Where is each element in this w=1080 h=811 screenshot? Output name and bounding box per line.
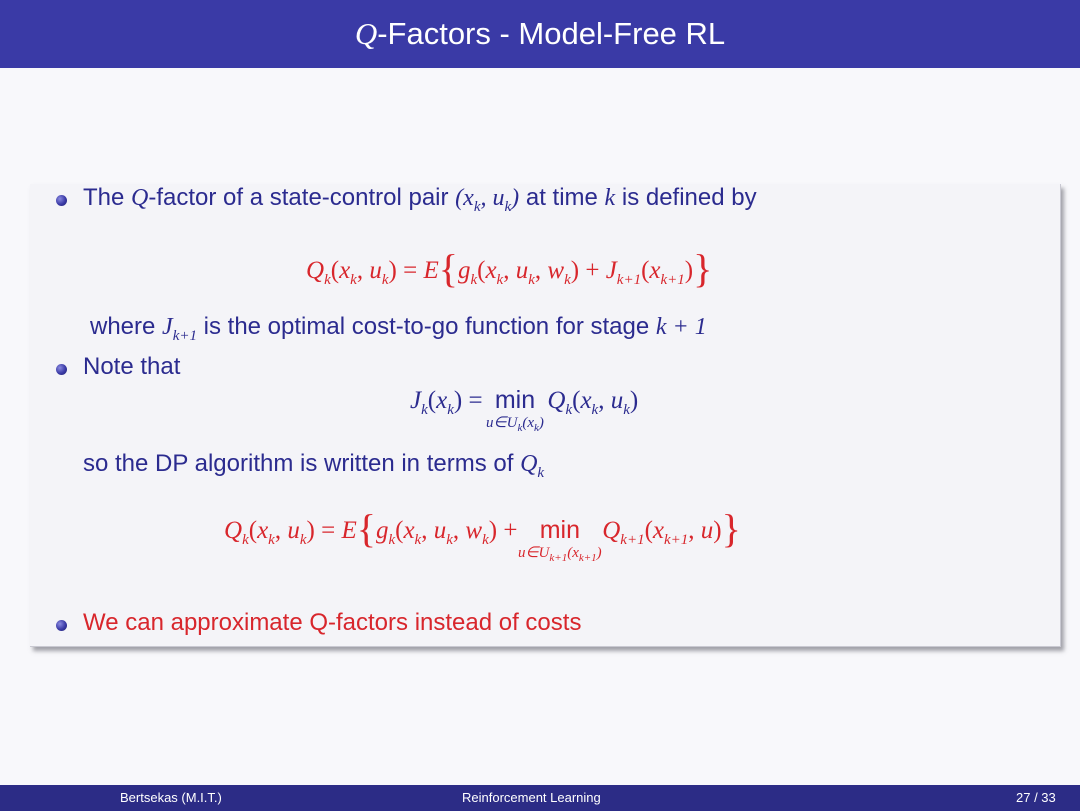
bullet-icon: [56, 620, 67, 631]
title-text: -Factors - Model-Free RL: [377, 16, 726, 51]
bullet-2-text: Note that: [83, 353, 181, 380]
q-factor-definition-equation: $Q_k(x_k$, $u_k) = E\{g_k(x_k$, $u_k$, $w_k) + J_{k+1}(x_{k+1})$}: [306, 246, 713, 291]
q-factor-dp-equation: $Q_k(x_k$, $u_k) = E\{g_k(x_k$, $u_k$, $w_k) + \min$ $u\in U_{k+1}(x_{k+1})$ $Q_{k+1}(x_{k+1}$, u)}: [224, 506, 741, 564]
state-control-pair: ($x_k$, $u_k$): [455, 185, 520, 215]
cost-to-go-equation: $J_k(x_k) = \min$ $u\in U_k(x_k)$ $Q_k(x_k$, $u_k$): [410, 386, 639, 434]
dp-line: so the DP algorithm is written in terms of $Q_k$: [83, 450, 545, 481]
footer-course: Reinforcement Learning: [462, 790, 601, 805]
min-operator: min $u\in U_k(x_k)$: [486, 386, 544, 434]
footer-bar: [0, 785, 1080, 811]
bullet-1-text: The Q-factor of a state-control pair ($x_k$, $u_k$) at time k is defined by: [83, 184, 757, 215]
min-operator: min $u\in U_{k+1}(x_{k+1})$: [517, 516, 602, 564]
slide-title: [0, 0, 1080, 68]
bullet-icon: [56, 364, 67, 375]
where-line: where $J_{k+1}$ is the optimal cost-to-go function for stage k + 1: [90, 313, 707, 344]
title-q-symbol: Q: [354, 16, 378, 51]
footer-page-number: 27 / 33: [1016, 790, 1056, 805]
bullet-3-text: We can approximate Q-factors instead of costs: [83, 609, 582, 636]
footer-author: Bertsekas (M.I.T.): [120, 790, 222, 805]
bullet-icon: [56, 195, 67, 206]
